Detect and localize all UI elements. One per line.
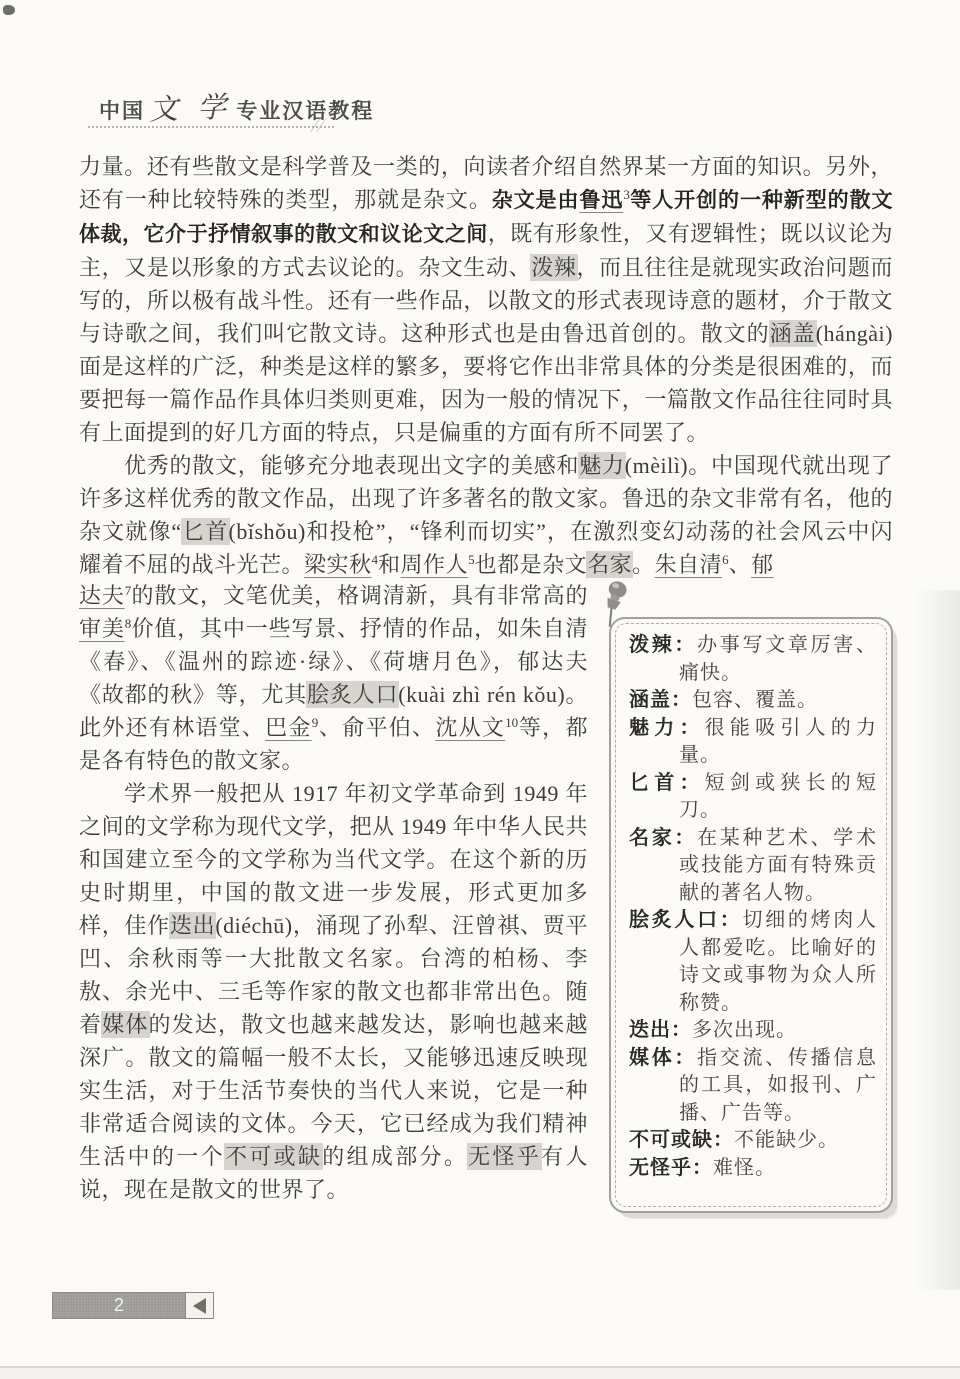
- vocab-definition: 指交流、传播信息的工具，如报刊、广播、广告等。: [679, 1046, 878, 1124]
- vocab-definition: 包容、覆盖。: [692, 689, 818, 711]
- vocab-entry: [629, 715, 877, 770]
- vocab-definition: 很能吸引人的力量。: [679, 716, 878, 766]
- vocab-definition: 切细的烤肉人人都爱吃。比喻好的诗文或事物为众人所称赞。: [679, 909, 877, 1014]
- vocab-term: 名家：: [629, 826, 698, 849]
- vocab-definition: 短剑或狭长的短刀。: [679, 771, 878, 821]
- header-title-suffix: 专业汉语教程: [236, 100, 375, 123]
- vocab-entry: [629, 1017, 877, 1045]
- page-number-bar: [52, 1292, 186, 1319]
- vocab-entry: [629, 1155, 877, 1183]
- header-title-prefix: 中国: [99, 100, 145, 123]
- footer-nav-button: [186, 1292, 214, 1319]
- vocab-entry: [629, 687, 877, 715]
- scan-bottom-strip: [0, 1368, 960, 1379]
- article-full-width-block: [79, 150, 893, 581]
- header-title-calligraphy: 文 学: [148, 91, 233, 127]
- vocab-definition: 不能缺少。: [734, 1129, 839, 1151]
- scan-speck: [3, 5, 15, 15]
- header-dotted-rule: [88, 126, 334, 128]
- page-header: [99, 86, 374, 127]
- vocab-definition: 办事写文章厉害、痛快。: [679, 634, 878, 684]
- vocab-term: 匕首：: [629, 771, 705, 794]
- vocab-definition: 在某种艺术、学术或技能方面有特殊贡献的著名人物。: [679, 826, 878, 904]
- vocab-definition: 难怪。: [713, 1156, 776, 1179]
- vocab-term: 迭出：: [629, 1019, 692, 1041]
- page-number: 2: [113, 1295, 124, 1315]
- paragraph: 达夫$^7$的散文，文笔优美，格调清新，具有非常高的审美$^8$价值，其中一些写景、抒情的作品，如朱自清《春》、《温州的踪迹·绿》、《荷塘月色》，郁达夫《故都的秋》等，尤其脍炙人口(kuài zhì rén kǒu)。此外还有林语堂、巴金$^9$、俞平伯、沈从文$^{10}$等，都是各有特色的散文家。: [79, 583, 588, 773]
- paragraph: 力量。还有些散文是科学普及一类的，向读者介绍自然界某一方面的知识。另外，还有一种比较特殊的类型，那就是杂文。杂文是由鲁迅$^3$等人开创的一种新型的散文体裁，它介于抒情叙事的散文和议论文之间，既有形象性，又有逻辑性；既以议论为主，又是以形象的方式去议论的。杂文生动、泼辣，而且往往是就现实政治问题而写的，所以极有战斗性。还有一些作品，以散文的形式表现诗意的题材，介于散文与诗歌之间，我们叫它散文诗。这种形式也是由鲁迅首创的。散文的涵盖(hángài)面是这样的广泛，种类是这样的繁多，要将它作出非常具体的分类是很困难的，而要把每一篇作品作具体归类则更难，因为一般的情况下，一篇散文作品往往同时具有上面提到的好几方面的特点，只是偏重的方面有所不同罢了。: [79, 154, 894, 445]
- vocabulary-list: [629, 632, 877, 1201]
- paragraph: 优秀的散文，能够充分地表现出文字的美感和魅力(mèilì)。中国现代就出现了许多这样优秀的散文作品，出现了许多著名的散文家。鲁迅的杂文非常有名，他的杂文就像“匕首(bǐshǒu)和投枪”，“锋利而切实”，在激烈变幻动荡的社会风云中闪耀着不屈的战斗光芒。梁实秋$^4$和周作人$^5$也都是杂文名家。朱自清$^6$、郁: [79, 453, 894, 577]
- paragraph: 学术界一般把从 1917 年初文学革命到 1949 年之间的文学称为现代文学，把从 1949 年中华人民共和国建立至今的文学称为当代文学。在这个新的历史时期里，中国的散文进一步发展，形式更加多样，佳作迭出(diéchū)，涌现了孙犁、汪曾祺、贾平凹、余秋雨等一大批散文名家。台湾的柏杨、李敖、余光中、三毛等作家的散文也都非常出色。随着媒体的发达，散文也越来越发达，影响也越来越深广。散文的篇幅一般不太长，又能够迅速反映现实生活，对于生活节奏快的当代人来说，它是一种非常适合阅读的文体。今天，它已经成为我们精神生活中的一个不可或缺的组成部分。无怪乎有人说，现在是散文的世界了。: [79, 781, 588, 1202]
- vocab-term: 无怪乎：: [629, 1156, 713, 1179]
- vocab-entry: [629, 825, 877, 908]
- vocab-term: 不可或缺：: [629, 1129, 734, 1151]
- footer-page-indicator: [52, 1292, 214, 1319]
- vocab-term: 媒体：: [629, 1046, 698, 1069]
- vocabulary-box: [609, 617, 893, 1213]
- vocab-entry: [629, 1045, 877, 1128]
- scan-right-shading: [914, 590, 960, 1290]
- vocab-term: 脍炙人口：: [629, 909, 743, 931]
- vocab-term: 泼辣：: [629, 634, 698, 656]
- vocab-entry: [629, 632, 877, 687]
- vocab-definition: 多次出现。: [692, 1019, 797, 1041]
- article-narrow-column: [79, 579, 588, 1206]
- vocab-entry: [629, 907, 877, 1017]
- left-triangle-icon: [193, 1298, 206, 1314]
- vocab-term: 涵盖：: [629, 689, 692, 711]
- vocab-entry: [629, 770, 877, 825]
- vocab-entry: [629, 1127, 877, 1155]
- vocab-term: 魅力：: [629, 716, 705, 739]
